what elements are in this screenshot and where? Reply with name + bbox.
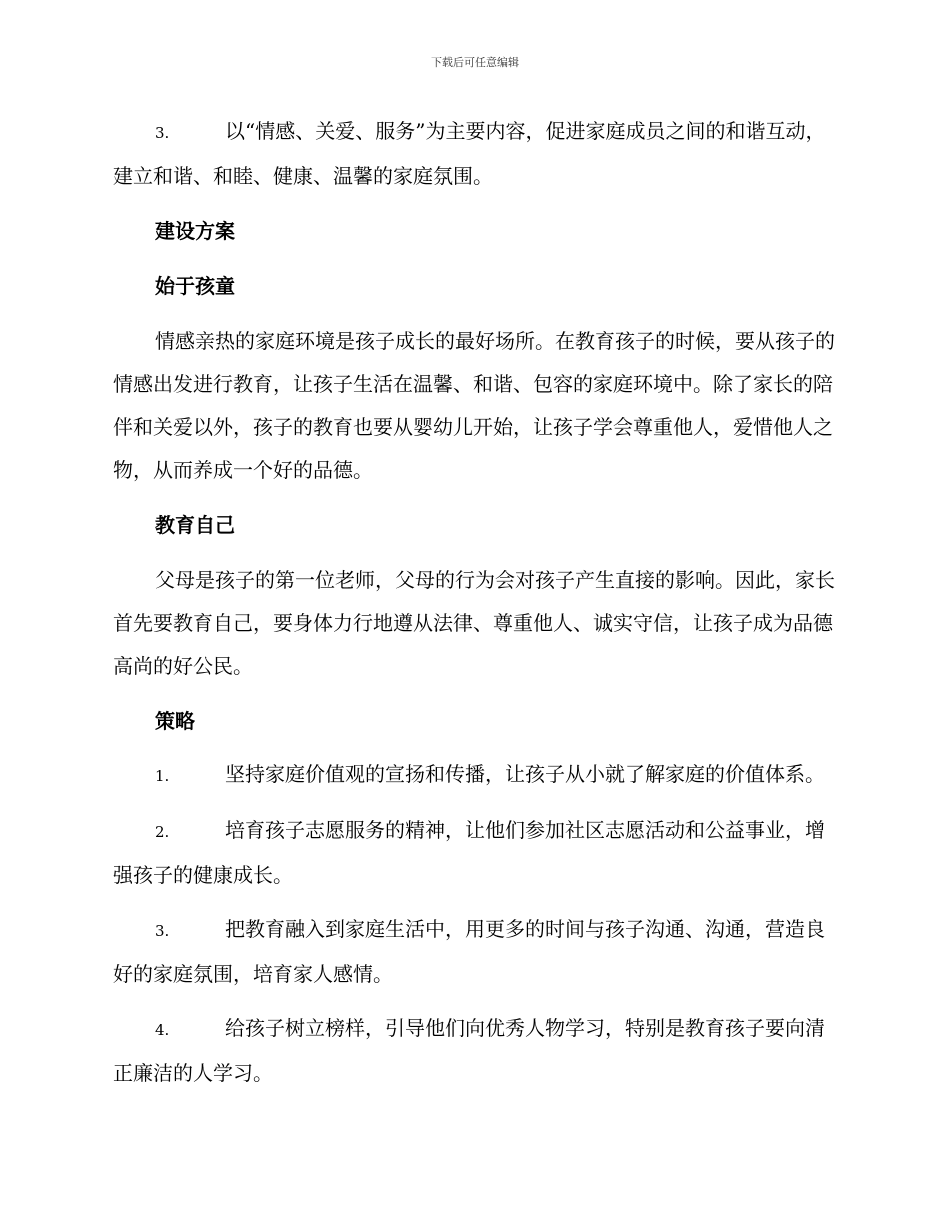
document-body (113, 110, 837, 1106)
list-number: 3. (155, 922, 170, 940)
page-header: 下载后可任意编辑 (431, 56, 519, 69)
section-heading: 始于孩童 (155, 274, 235, 298)
list-item (113, 1007, 837, 1095)
list-number: 3. (155, 124, 170, 142)
section-heading: 策略 (155, 709, 195, 733)
list-number: 2. (155, 823, 170, 841)
list-text: 以“情感、关爱、服务”为主要内容，促进家庭成员之间的和谐互动，建立和谐、和睦、健康、温馨的家庭氛围。 (113, 119, 826, 188)
list-item (113, 908, 837, 996)
list-item (113, 753, 837, 798)
list-number: 4. (155, 1021, 170, 1039)
list-text: 坚持家庭价值观的宣扬和传播，让孩子从小就了解家庭的价值体系。 (225, 762, 825, 786)
list-item (113, 809, 837, 897)
section-heading: 教育自己 (155, 513, 235, 537)
paragraph: 情感亲热的家庭环境是孩子成长的最好场所。在教育孩子的时候，要从孩子的情感出发进行教育，让孩子生活在温馨、和谐、包容的家庭环境中。除了家长的陪伴和关爱以外，孩子的教育也要从婴幼儿开始，让孩子学会尊重他人，爱惜他人之物，从而养成一个好的品德。 (113, 329, 835, 482)
list-text: 给孩子树立榜样，引导他们向优秀人物学习，特别是教育孩子要向清正廉洁的人学习。 (113, 1016, 825, 1085)
section-heading: 建设方案 (155, 219, 235, 243)
paragraph: 父母是孩子的第一位老师，父母的行为会对孩子产生直接的影响。因此，家长首先要教育自己，要身体力行地遵从法律、尊重他人、诚实守信，让孩子成为品德高尚的好公民。 (113, 568, 835, 678)
list-number: 1. (155, 767, 170, 785)
list-text: 把教育融入到家庭生活中，用更多的时间与孩子沟通、沟通，营造良好的家庭氛围，培育家人感情。 (113, 917, 825, 986)
list-text: 培育孩子志愿服务的精神，让他们参加社区志愿活动和公益事业，增强孩子的健康成长。 (113, 818, 825, 887)
list-item (113, 110, 837, 198)
